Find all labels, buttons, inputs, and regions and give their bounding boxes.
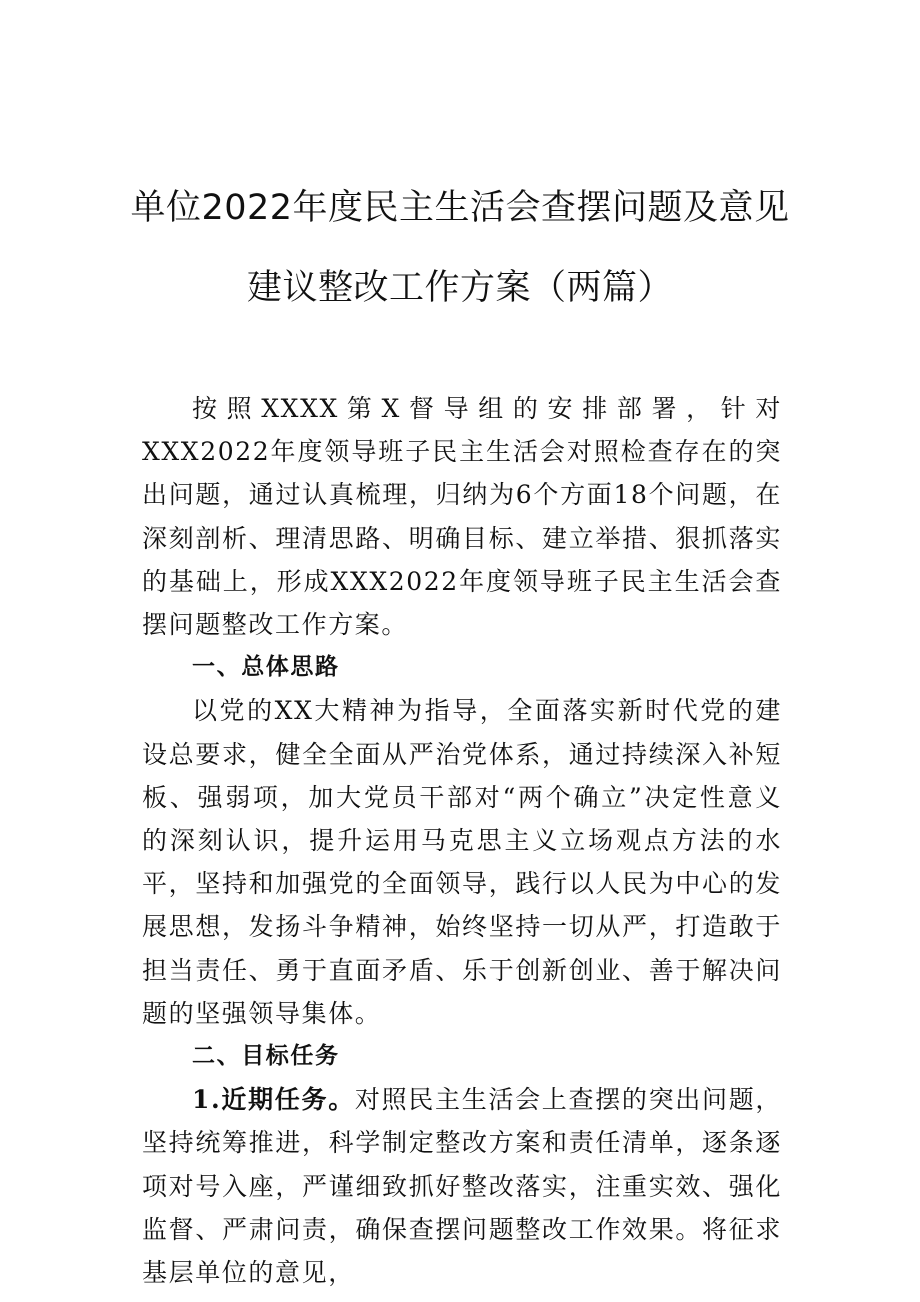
near-term-task-text: 对照民主生活会上查摆的突出问题，坚持统筹推进，科学制定整改方案和责任清单，逐条逐项对号入座，严谨细致抓好整改落实，注重实效、强化监督、严肃问责，确保查摆问题整改工作效果。将征求基层单位的意见， (142, 1085, 782, 1288)
near-term-task-paragraph (142, 1078, 782, 1294)
document-title (100, 168, 820, 328)
near-term-task-lead: 1.近期任务。 (192, 1085, 355, 1115)
intro-paragraph: 按照XXXX第X督导组的安排部署，针对XXX2022年度领导班子民主生活会对照检查存在的突出问题，通过认真梳理，归纳为6个方面18个问题，在深刻剖析、理清思路、明确目标、建立举措、狠抓落实的基础上，形成XXX2022年度领导班子民主生活会查摆问题整改工作方案。 (142, 394, 782, 640)
title-line-1: 单位2022年度民主生活会查摆问题及意见 (130, 188, 790, 228)
overall-approach-paragraph: 以党的XX大精神为指导，全面落实新时代党的建设总要求，健全全面从严治党体系，通过持续深入补短板、强弱项，加大党员干部对“两个确立”决定性意义的深刻认识，提升运用马克思主义立场观点方法的水平，坚持和加强党的全面领导，践行以人民为中心的发展思想，发扬斗争精神，始终坚持一切从严，打造敢于担当责任、勇于直面矛盾、乐于创新创业、善于解决问题的坚强领导集体。 (142, 696, 782, 1028)
title-line-2: 建议整改工作方案（两篇） (246, 268, 673, 308)
section-heading-objectives: 二、目标任务 (192, 1043, 340, 1070)
document-body (142, 387, 782, 1294)
section-heading-overall-approach: 一、总体思路 (192, 654, 340, 681)
